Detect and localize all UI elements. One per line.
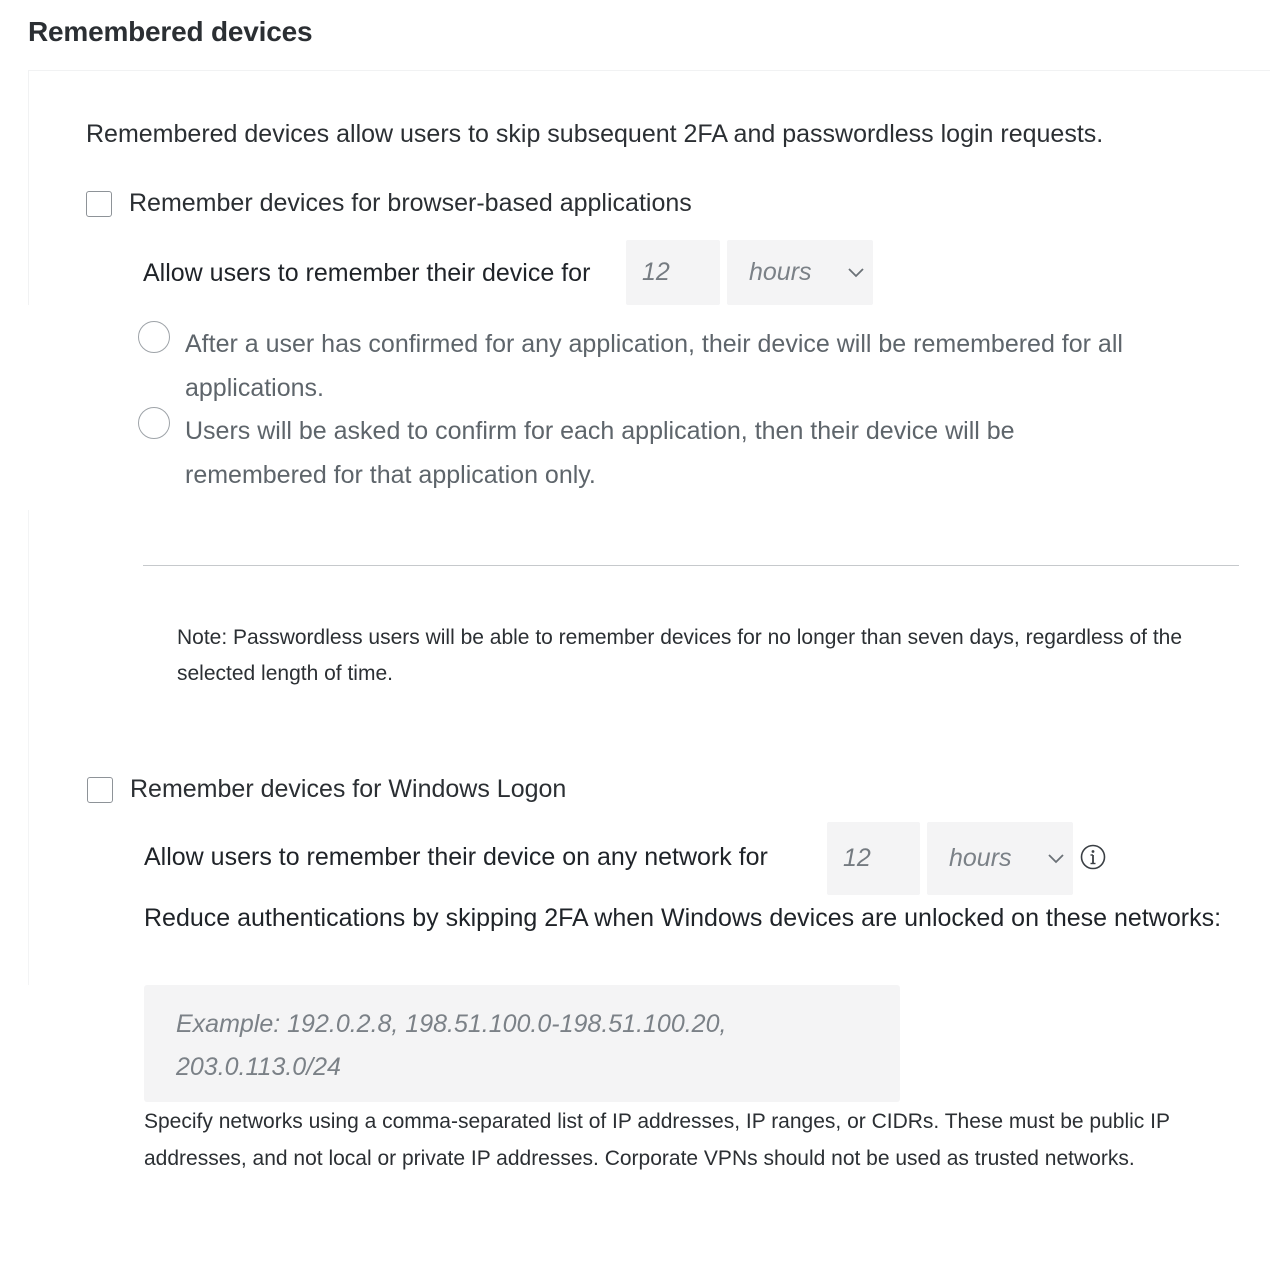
windows-remember-label[interactable]: Remember devices for Windows Logon <box>130 775 567 803</box>
windows-unit-select[interactable] <box>927 822 1073 895</box>
trusted-networks-help: Specify networks using a comma-separated list of IP addresses, IP ranges, or CIDRs. These must be public IP addresses, and not local or private IP addresses. Corporate VPNs should not be used as trusted networks. <box>144 1110 1170 1170</box>
panel-border-left <box>28 70 29 305</box>
windows-duration-input[interactable] <box>827 822 920 895</box>
windows-unit-value: hours <box>949 844 1012 872</box>
browser-unit-select[interactable] <box>727 240 873 305</box>
browser-unit-value: hours <box>749 258 812 286</box>
panel-border-top <box>28 70 1270 71</box>
windows-remember-checkbox[interactable] <box>87 777 113 803</box>
passwordless-note: Note: Passwordless users will be able to remember devices for no longer than seven days, regardless of the selected length of time. <box>177 626 1183 685</box>
chevron-down-icon <box>1047 853 1065 865</box>
divider <box>143 565 1239 566</box>
radio-each-application[interactable] <box>138 407 170 439</box>
windows-duration-placeholder: 12 <box>843 844 871 872</box>
radio-each-application-label[interactable]: Users will be asked to confirm for each application, then their device will be remembered for that application only. <box>185 417 1015 489</box>
chevron-down-icon <box>847 267 865 279</box>
radio-all-applications-label[interactable]: After a user has confirmed for any application, their device will be remembered for all applications. <box>185 330 1123 402</box>
browser-duration-input[interactable] <box>626 240 720 305</box>
info-circle-icon[interactable] <box>1080 844 1106 870</box>
browser-remember-checkbox[interactable] <box>86 191 112 217</box>
trusted-networks-label: Reduce authentications by skipping 2FA when Windows devices are unlocked on these networks: <box>144 904 1222 932</box>
browser-remember-label[interactable]: Remember devices for browser-based applications <box>129 189 692 217</box>
browser-duration-placeholder: 12 <box>642 258 670 286</box>
section-description: Remembered devices allow users to skip subsequent 2FA and passwordless login requests. <box>86 120 1104 148</box>
browser-duration-label: Allow users to remember their device for <box>143 259 591 287</box>
section-title: Remembered devices <box>28 16 313 47</box>
trusted-networks-textarea[interactable] <box>144 985 900 1102</box>
radio-all-applications[interactable] <box>138 321 170 353</box>
windows-duration-label: Allow users to remember their device on any network for <box>144 843 768 871</box>
trusted-networks-placeholder: Example: 192.0.2.8, 198.51.100.0-198.51.100.20, 203.0.113.0/24 <box>176 1010 727 1081</box>
panel-border-left-lower <box>28 510 29 985</box>
